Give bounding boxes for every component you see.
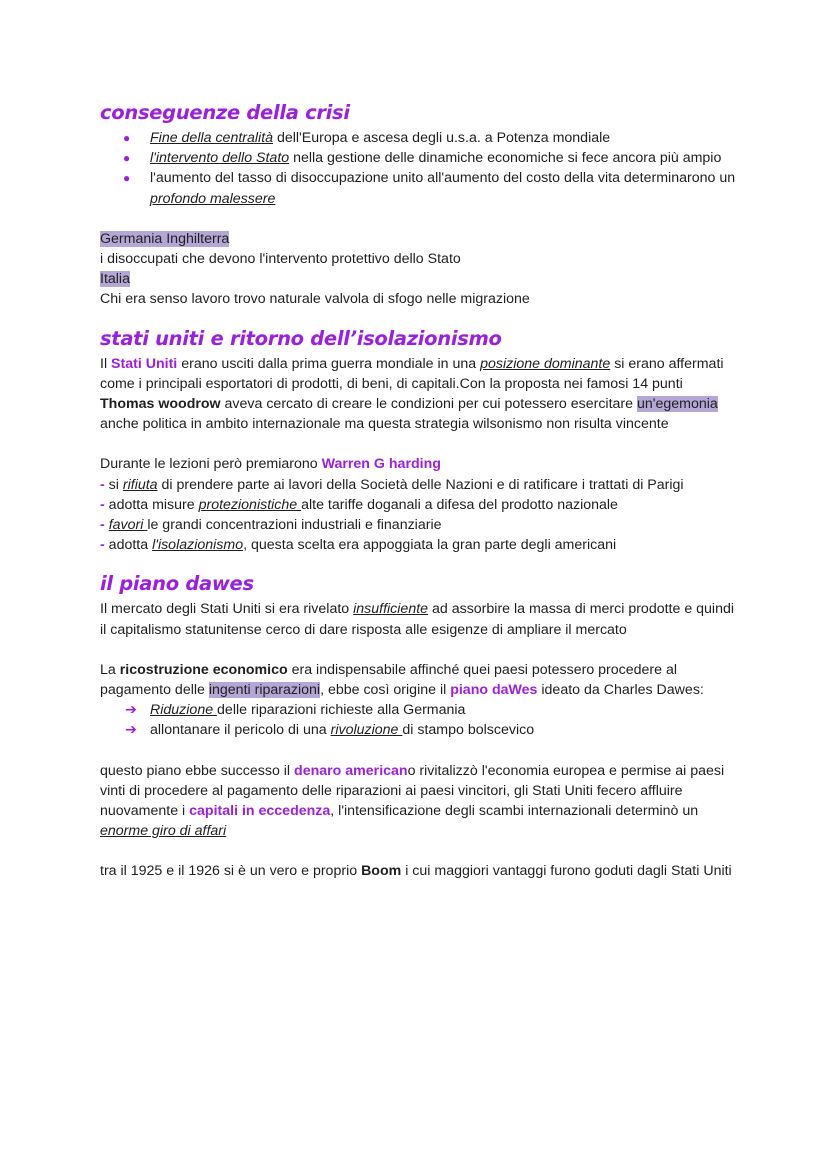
list-item: ➔ Riduzione delle riparazioni richieste alla Germania — [150, 700, 740, 720]
paragraph: Il Stati Uniti erano usciti dalla prima guerra mondiale in una posizione dominante si erano affermati come i principali esportatori di prodotti, di beni, di capitali.Con la proposta nei famosi 14 punti Thomas woodrow aveva cercato di creare le condizioni per cui potessero esercitare un'egemonia anche politica in ambito internazionale ma questa strategia wilsonismo non risulta vincente — [100, 355, 724, 433]
heading-conseguenze: conseguenze della crisi — [100, 101, 350, 124]
document-page — [100, 98, 740, 882]
list-item: - favori le grandi concentrazioni industriali e finanziarie — [100, 517, 442, 534]
paragraph: Il mercato degli Stati Uniti si era rivelato insufficiente ad assorbire la massa di merci prodotte e quindi il capitalismo statunitense cerco di dare risposta alle esigenze di ampliare il mercato — [100, 601, 735, 638]
heading-stati-uniti: stati uniti e ritorno dell’isolazionismo — [100, 326, 502, 350]
country-label: Germania Inghilterra — [100, 230, 230, 247]
paragraph: Chi era senso lavoro trovo naturale valvola di sfogo nelle migrazione — [100, 291, 530, 308]
list-item: - adotta misure protezionistiche alte tariffe doganali a difesa del prodotto nazionale — [100, 496, 618, 513]
country-label: Italia — [100, 271, 130, 288]
paragraph: La ricostruzione economico era indispensabile affinché quei paesi potessero procedere al pagamento delle ingenti riparazioni, ebbe così origine il piano daWes ideato da Charles Dawes: — [100, 661, 704, 699]
paragraph: Durante le lezioni però premiarono Warren G harding — [100, 456, 441, 473]
list-item: - si rifiuta di prendere parte ai lavori della Società delle Nazioni e di ratificare i trattati di Parigi — [100, 476, 684, 493]
paragraph: questo piano ebbe successo il denaro americano rivitalizzò l'economia europea e permise ai paesi vinti di procedere al pagamento delle riparazioni ai paesi vincitori, gli Stati Uniti fecero affluire nuovamente i capitali in eccedenza, l'intensificazione degli scambi internazionali determinò un enorme giro di affari — [100, 762, 725, 840]
list-item: ● l'intervento dello Stato nella gestione delle dinamiche economiche si fece ancora più ampio — [150, 148, 740, 168]
bullet-dot-icon: ● — [123, 171, 131, 186]
bullet-dot-icon: ● — [123, 151, 131, 166]
arrow-right-icon: ➔ — [125, 722, 137, 739]
list-item: ● Fine della centralità dell'Europa e ascesa degli u.s.a. a Potenza mondiale — [150, 128, 740, 148]
list-item: ● l'aumento del tasso di disoccupazione unito all'aumento del costo della vita determinarono un profondo malessere — [123, 170, 736, 207]
list-item: ➔ allontanare il pericolo di una rivoluzione di stampo bolscevico — [150, 720, 740, 740]
list-item: - adotta l'isolazionismo, questa scelta era appoggiata la gran parte degli americani — [100, 537, 617, 554]
paragraph: tra il 1925 e il 1926 si è un vero e proprio Boom i cui maggiori vantaggi furono goduti dagli Stati Uniti — [100, 863, 732, 880]
heading-piano-dawes: il piano dawes — [100, 572, 254, 596]
arrow-right-icon: ➔ — [125, 702, 137, 719]
paragraph: i disoccupati che devono l'intervento protettivo dello Stato — [100, 251, 461, 268]
bullet-list — [100, 128, 740, 209]
bullet-dot-icon: ● — [123, 131, 131, 145]
arrow-list — [100, 700, 740, 740]
